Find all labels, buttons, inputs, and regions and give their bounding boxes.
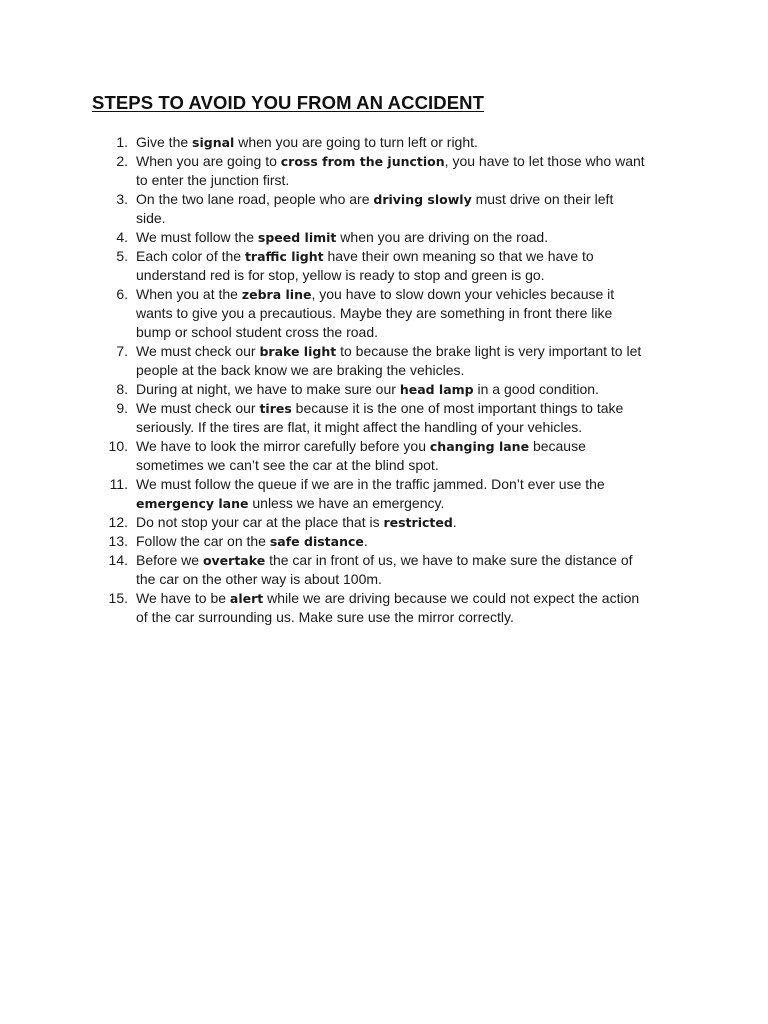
step-keyword: safe distance [269,534,364,549]
step-keyword: overtake [202,553,266,568]
step-text-line [136,437,678,456]
step-text: Give the [136,134,193,150]
step-keyword: driving slowly [373,192,472,207]
step-text: people at the back know we are braking the vehicles. [136,362,465,378]
step-keyword: alert [229,591,264,606]
step-text: bump or school student cross the road. [136,324,379,340]
step-text-line [136,532,678,551]
step-text: side. [136,210,166,226]
step-text: . [452,514,457,530]
step-item [0,152,678,190]
step-text: . [363,533,368,549]
step-item [0,532,678,551]
step-number: 3. [116,191,128,207]
step-text: sometimes we can’t see the car at the blind spot. [136,457,439,473]
step-text-line [136,171,678,190]
step-text-line [136,494,678,513]
step-text: because [529,438,586,454]
step-text-line [136,228,678,247]
step-number: 1. [116,134,128,150]
step-text: the car on the other way is about 100m. [136,571,382,587]
step-text-line [136,247,678,266]
step-text-line [136,475,678,494]
step-text: of the car surrounding us. Make sure use the mirror correctly. [136,609,514,625]
step-text-line [136,323,678,342]
step-item [0,342,678,380]
step-text: the car in front of us, we have to make sure the distance of [265,552,633,568]
step-keyword: tires [259,401,292,416]
step-item [0,380,678,399]
step-item [0,190,678,228]
step-item [0,589,678,627]
step-text-line [136,589,678,608]
step-keyword: changing lane [429,439,530,454]
step-text: We must check our [136,400,260,416]
step-text-line [136,380,678,399]
step-number: 7. [116,343,128,359]
step-text: in a good condition. [473,381,599,397]
step-keyword: restricted [383,515,453,530]
step-item [0,133,678,152]
step-text: seriously. If the tires are flat, it might affect the handling of your vehicles. [136,419,583,435]
step-text-line [136,513,678,532]
step-text: when you are driving on the road. [336,229,549,245]
step-keyword: speed limit [257,230,337,245]
step-number: 14. [108,552,128,568]
step-item [0,437,678,475]
step-number: 9. [116,400,128,416]
step-text: We have to look the mirror carefully before you [136,438,430,454]
step-item [0,228,678,247]
step-text-line [136,456,678,475]
step-number: 15. [108,590,128,606]
step-text: Each color of the [136,248,245,264]
step-text: Do not stop your car at the place that is [136,514,384,530]
step-number: 8. [116,381,128,397]
step-text-line [136,152,678,171]
step-text: We have to be [136,590,230,606]
step-text: while we are driving because we could not expect the action [263,590,640,606]
step-text: When you are going to [136,153,281,169]
step-keyword: signal [192,135,235,150]
step-text: , you have to slow down your vehicles because it [311,286,615,302]
step-number: 10. [108,438,128,454]
step-number: 4. [116,229,128,245]
step-text: because it is the one of most important things to take [291,400,624,416]
step-keyword: head lamp [399,382,474,397]
step-item [0,399,678,437]
step-text-line [136,285,678,304]
step-text-line [136,399,678,418]
step-item [0,475,678,513]
step-keyword: zebra line [241,287,312,302]
step-text: , you have to let those who want [444,153,645,169]
step-text: to enter the junction first. [136,172,290,188]
step-text: On the two lane road, people who are [136,191,374,207]
step-text-line [136,361,678,380]
step-text-line [136,608,678,627]
document-title: STEPS TO AVOID YOU FROM AN ACCIDENT [92,92,485,113]
step-text: We must check our [136,343,260,359]
step-keyword: cross from the junction [280,154,445,169]
step-item [0,247,678,285]
step-text: to because the brake light is very important to let [336,343,642,359]
step-text-line [136,304,678,323]
step-number: 11. [109,476,128,492]
step-number: 12. [108,514,128,530]
step-item [0,551,678,589]
step-item [0,285,678,342]
step-text: when you are going to turn left or right. [234,134,478,150]
step-text-line [136,570,678,589]
step-keyword: brake light [259,344,337,359]
step-text: Follow the car on the [136,533,270,549]
step-text: When you at the [136,286,242,302]
step-text-line [136,209,678,228]
step-text: understand red is for stop, yellow is ready to stop and green is go. [136,267,545,283]
step-text-line [136,133,678,152]
step-keyword: emergency lane [136,496,249,511]
step-number: 5. [116,248,128,264]
step-text: must drive on their left [471,191,614,207]
step-text-line [136,190,678,209]
step-text: Before we [136,552,203,568]
step-text-line [136,551,678,570]
step-number: 2. [116,153,128,169]
step-text: unless we have an emergency. [248,495,445,511]
steps-list [0,133,768,627]
step-text: We must follow the [136,229,258,245]
step-text-line [136,266,678,285]
step-text-line [136,418,678,437]
step-number: 13. [108,533,128,549]
step-item [0,513,678,532]
step-text: wants to give you a precautious. Maybe they are something in front there like [136,305,613,321]
step-keyword: traffic light [244,249,324,264]
step-text: We must follow the queue if we are in the traffic jammed. Don’t ever use the [136,476,605,492]
step-text-line [136,342,678,361]
step-text: During at night, we have to make sure our [136,381,400,397]
step-number: 6. [116,286,128,302]
step-text: have their own meaning so that we have to [323,248,594,264]
